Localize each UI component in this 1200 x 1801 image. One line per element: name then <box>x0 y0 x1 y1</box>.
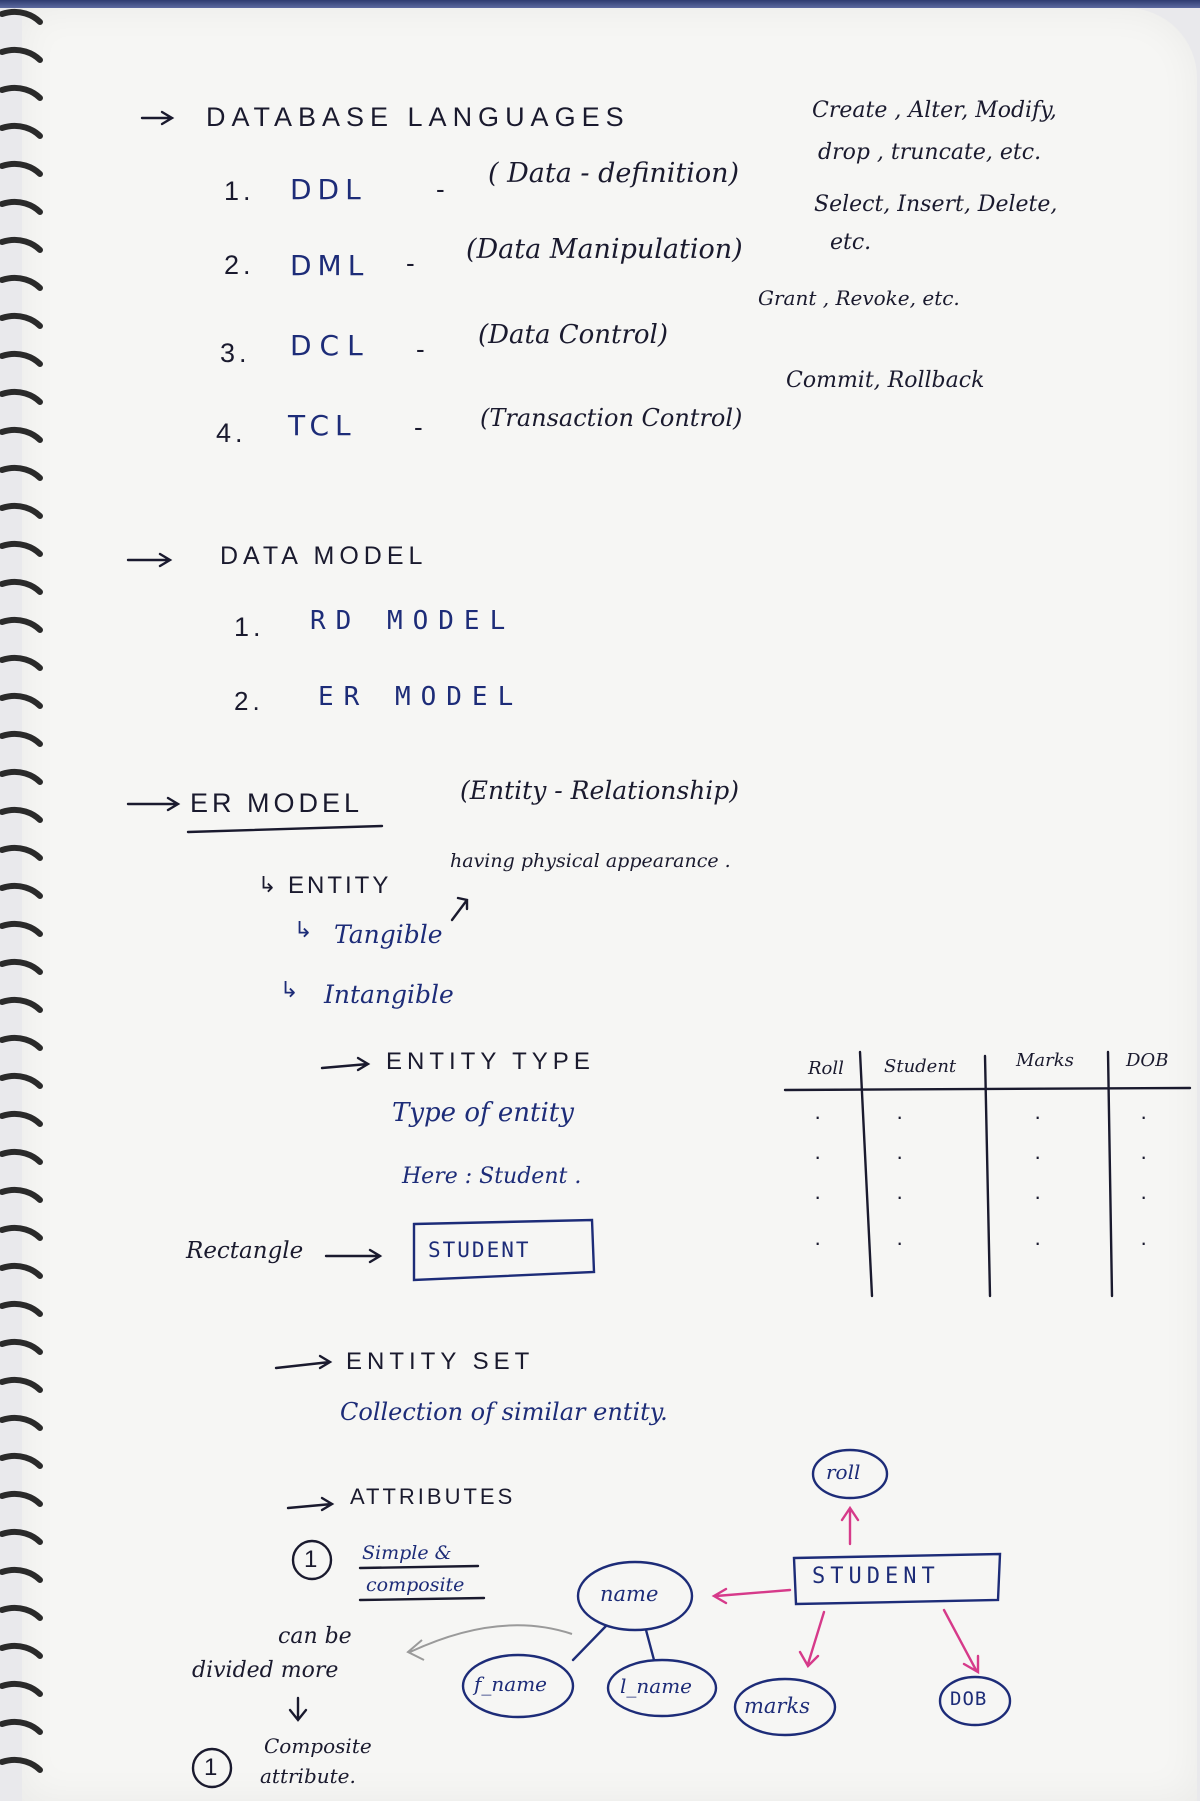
table-cell: · <box>814 1184 826 1209</box>
spiral-coil <box>2 1456 40 1466</box>
table-header-roll: Roll <box>808 1058 844 1079</box>
table-cell: · <box>814 1144 826 1169</box>
spiral-coil <box>2 810 40 820</box>
tcl-desc: (Transaction Control) <box>480 404 743 432</box>
dcl-desc: (Data Control) <box>478 320 668 350</box>
spiral-coil <box>2 1722 40 1732</box>
simple-composite-2: composite <box>366 1574 465 1596</box>
table-cell: · <box>1140 1144 1152 1169</box>
heading-entity-type: ENTITY TYPE <box>386 1048 595 1075</box>
table-cell: · <box>1034 1230 1046 1255</box>
spiral-coil <box>2 12 40 22</box>
spiral-coil <box>2 202 40 212</box>
spiral-coil <box>2 1114 40 1124</box>
rd-model-num: 1. <box>234 612 265 642</box>
spiral-binding <box>0 0 60 1801</box>
spiral-coil <box>2 886 40 896</box>
tangible-label: Tangible <box>334 920 443 949</box>
ddl-dash: - <box>436 174 449 204</box>
spiral-coil <box>2 430 40 440</box>
table-cell: · <box>1034 1144 1046 1169</box>
table-cell: · <box>1140 1184 1152 1209</box>
spiral-coil <box>2 620 40 630</box>
entity-type-desc: Type of entity <box>392 1098 574 1128</box>
heading-data-model: DATA MODEL <box>220 542 428 570</box>
spiral-coil <box>2 50 40 60</box>
table-cell: · <box>896 1144 908 1169</box>
entity-set-desc: Collection of similar entity. <box>340 1398 668 1426</box>
spiral-coil <box>2 962 40 972</box>
sub-arrow-icon: ↳ <box>280 978 299 1003</box>
spiral-coil <box>2 1152 40 1162</box>
spiral-coil <box>2 582 40 592</box>
rectangle-box-text: STUDENT <box>428 1238 531 1262</box>
dcl-num: 3. <box>220 338 251 368</box>
table-cell: · <box>896 1184 908 1209</box>
table-header-student: Student <box>884 1056 957 1077</box>
circled-one-num-2: 1 <box>204 1754 222 1781</box>
spiral-coil <box>2 316 40 326</box>
table-header-dob: DOB <box>1126 1050 1169 1071</box>
diagram-attr-roll: roll <box>826 1460 861 1484</box>
spiral-coil <box>2 1684 40 1694</box>
composite-attr-1: Composite <box>264 1734 372 1758</box>
dml-code: DML <box>290 249 370 282</box>
spiral-coil <box>2 544 40 554</box>
spiral-coil <box>2 1000 40 1010</box>
spiral-coil <box>2 924 40 934</box>
tcl-code: TCL <box>288 409 357 442</box>
spiral-coil <box>2 1608 40 1618</box>
notebook-top-edge <box>0 0 1200 8</box>
spiral-coil <box>2 1190 40 1200</box>
table-cell: · <box>1034 1104 1046 1129</box>
sub-arrow-icon: ↳ <box>294 918 313 943</box>
spiral-coil <box>2 392 40 402</box>
divided-more-text: divided more <box>192 1658 339 1683</box>
spiral-coil <box>2 1266 40 1276</box>
can-be-text: can be <box>278 1624 352 1649</box>
diagram-entity-student: STUDENT <box>812 1564 940 1589</box>
spiral-coil <box>2 1380 40 1390</box>
table-cell: · <box>896 1230 908 1255</box>
rectangle-label: Rectangle <box>186 1238 304 1264</box>
spiral-coil <box>2 354 40 364</box>
spiral-coil <box>2 1304 40 1314</box>
tcl-num: 4. <box>216 418 247 448</box>
diagram-attr-lname: l_name <box>620 1674 693 1698</box>
circled-one-num: 1 <box>304 1546 322 1573</box>
spiral-coil <box>2 1494 40 1504</box>
notebook-page <box>22 8 1197 1801</box>
spiral-coil <box>2 772 40 782</box>
spiral-coil <box>2 1038 40 1048</box>
table-cell: · <box>814 1230 826 1255</box>
er-model-num: 2. <box>234 686 264 716</box>
ddl-desc: ( Data - definition) <box>488 158 740 189</box>
tangible-note: having physical appearance . <box>450 850 731 872</box>
spiral-coil <box>2 164 40 174</box>
intangible-label: Intangible <box>324 980 454 1009</box>
spiral-coil <box>2 734 40 744</box>
spiral-coil <box>2 1076 40 1086</box>
ddl-commands-2: drop , truncate, etc. <box>818 140 1042 165</box>
dml-commands-2: etc. <box>830 230 872 255</box>
diagram-attr-marks: marks <box>744 1694 810 1718</box>
spiral-coil <box>2 468 40 478</box>
simple-composite-1: Simple & <box>362 1542 452 1564</box>
dml-desc: (Data Manipulation) <box>466 234 743 265</box>
dcl-dash: - <box>416 334 429 364</box>
dml-num: 2. <box>224 250 255 280</box>
table-header-marks: Marks <box>1016 1050 1074 1071</box>
spiral-coil <box>2 1570 40 1580</box>
table-cell: · <box>1140 1104 1152 1129</box>
sub-arrow-icon: ↳ <box>258 872 281 897</box>
entity-type-example: Here : Student . <box>402 1164 582 1189</box>
heading-attributes: ATTRIBUTES <box>350 1484 516 1509</box>
spiral-coil <box>2 88 40 98</box>
spiral-coil <box>2 240 40 250</box>
dml-dash: - <box>406 248 419 278</box>
table-cell: · <box>814 1104 826 1129</box>
table-cell: · <box>1034 1184 1046 1209</box>
spiral-coil <box>2 1646 40 1656</box>
spiral-coil <box>2 848 40 858</box>
composite-attr-2: attribute. <box>260 1764 356 1788</box>
er-full-form: (Entity - Relationship) <box>460 776 740 805</box>
spiral-coil <box>2 1342 40 1352</box>
diagram-attr-name: name <box>600 1582 659 1606</box>
table-cell: · <box>896 1104 908 1129</box>
diagram-attr-fname: f_name <box>474 1672 548 1696</box>
spiral-coil <box>2 278 40 288</box>
spiral-coil <box>2 1228 40 1238</box>
spiral-coil <box>2 658 40 668</box>
tcl-dash: - <box>414 412 427 442</box>
spiral-coil <box>2 696 40 706</box>
er-model-label: ER MODEL <box>318 682 524 712</box>
spiral-coil <box>2 1418 40 1428</box>
table-cell: · <box>1140 1230 1152 1255</box>
spiral-coil <box>2 1532 40 1542</box>
heading-entity-set: ENTITY SET <box>346 1348 535 1375</box>
entity-label: ENTITY <box>288 872 392 899</box>
ddl-code: DDL <box>290 173 367 206</box>
tcl-commands: Commit, Rollback <box>786 368 985 393</box>
spiral-coil <box>2 1760 40 1770</box>
ddl-num: 1. <box>224 176 255 206</box>
dcl-commands: Grant , Revoke, etc. <box>758 286 960 310</box>
rd-model-label: RD MODEL <box>310 606 516 636</box>
dcl-code: DCL <box>290 329 371 362</box>
spiral-coil <box>2 506 40 516</box>
heading-er-model: ER MODEL <box>190 788 364 818</box>
ddl-commands-1: Create , Alter, Modify, <box>812 98 1057 123</box>
dml-commands-1: Select, Insert, Delete, <box>814 192 1058 217</box>
spiral-coil <box>2 126 40 136</box>
diagram-attr-dob: DOB <box>950 1688 988 1710</box>
heading-database-languages: DATABASE LANGUAGES <box>206 102 630 132</box>
